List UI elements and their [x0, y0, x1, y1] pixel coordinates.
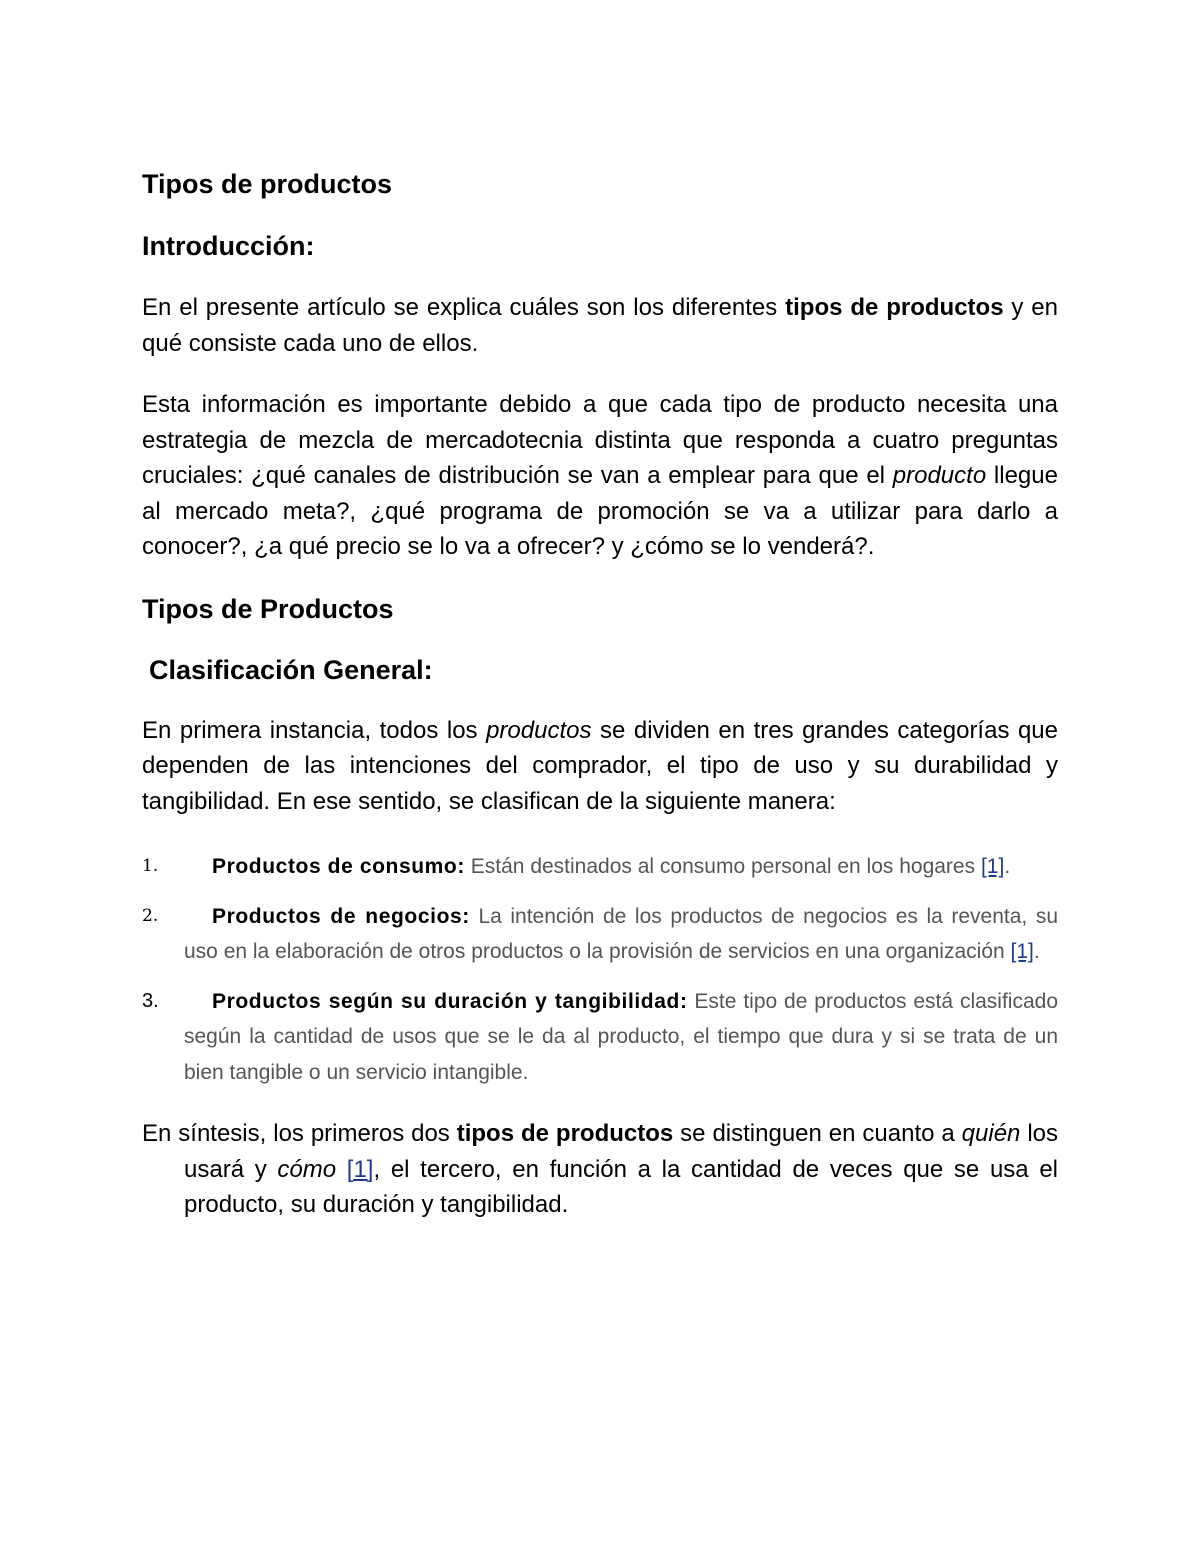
- document-title: Tipos de productos: [142, 169, 393, 199]
- list-item: [142, 899, 1058, 970]
- intro-text-2: y en qué consiste cada uno de ellos.: [142, 294, 1058, 357]
- summary-text-2: se distinguen en cuanto a: [673, 1120, 962, 1147]
- importance-text-2: llegue al mercado meta?, ¿qué programa de promoción se va a utilizar para darlo a conocer?, ¿a qué precio se lo va a ofrecer? y ¿cómo se lo venderá?.: [142, 462, 1058, 560]
- importance-italic-term: producto: [892, 462, 987, 489]
- list-item-lead: Productos de consumo:: [212, 855, 465, 878]
- section-heading: Tipos de Productos: [142, 593, 394, 624]
- list-number: 1.: [142, 856, 159, 876]
- list-item: [142, 984, 1058, 1091]
- list-number: 3.: [142, 989, 159, 1012]
- intro-text-1: En el presente artículo se explica cuáles son los diferentes: [142, 294, 786, 321]
- list-item-lead: Productos según su duración y tangibilidad:: [212, 989, 688, 1013]
- list-number: 2.: [142, 905, 159, 926]
- importance-text-1: Esta información es importante debido a que cada tipo de producto necesita una estrategia de mezcla de mercadotecnia distinta que responda a cuatro preguntas cruciales: ¿qué canales de distribución se van a emplear para que el: [142, 391, 1058, 489]
- list-item-text: Están destinados al consumo personal en los hogares: [464, 855, 981, 878]
- reference-link[interactable]: [1]: [980, 855, 1005, 878]
- list-item-end: .: [1033, 940, 1040, 963]
- summary-text-4: [336, 1156, 347, 1183]
- summary-italic-how: cómo: [277, 1155, 337, 1183]
- document-body: [142, 166, 1058, 1223]
- intro-heading: Introducción:: [142, 231, 315, 261]
- classification-text-1: En primera instancia, todos los: [142, 716, 487, 744]
- intro-paragraph: [142, 290, 1058, 361]
- summary-paragraph: [142, 1116, 1058, 1223]
- reference-link[interactable]: [1]: [1010, 940, 1034, 963]
- summary-text-1: En síntesis, los primeros dos: [142, 1120, 457, 1147]
- summary-text-3: los usará y: [184, 1120, 1059, 1183]
- list-item-end: .: [1004, 855, 1011, 878]
- summary-text-5: , el tercero, en función a la cantidad de veces que se usa el producto, su duración y tangibilidad.: [184, 1155, 1059, 1218]
- importance-paragraph: [142, 387, 1058, 565]
- summary-italic-who: quién: [961, 1120, 1021, 1147]
- classification-heading: Clasificación General:: [149, 654, 433, 685]
- list-item: [142, 849, 1058, 885]
- intro-bold-term: tipos de productos: [785, 294, 1004, 321]
- reference-link[interactable]: [1]: [346, 1155, 374, 1183]
- list-item-lead: Productos de negocios:: [212, 904, 470, 928]
- classification-paragraph: [142, 713, 1058, 820]
- list-item-text: Este tipo de productos está clasificado según la cantidad de usos que se le da al producto, el tiempo que dura y si se trata de un bien tangible o un servicio intangible.: [184, 989, 1058, 1084]
- classification-italic-term: productos: [486, 716, 592, 744]
- classification-text-2: se dividen en tres grandes categorías que dependen de las intenciones del comprador, el tipo de uso y su durabilidad y tangibilidad. En ese sentido, se clasifican de la siguiente manera:: [142, 716, 1059, 815]
- list-item-text: La intención de los productos de negocios es la reventa, su uso en la elaboración de otros productos o la provisión de servicios en una organización: [184, 904, 1058, 963]
- summary-bold-term: tipos de productos: [456, 1120, 674, 1147]
- product-type-list: [142, 849, 1058, 1090]
